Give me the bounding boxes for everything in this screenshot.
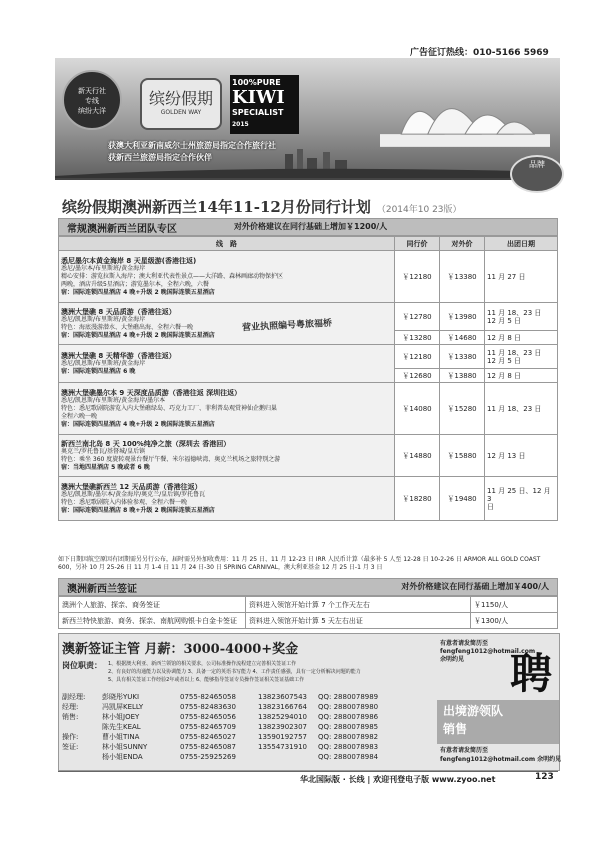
public-price: ￥14680 [440,331,485,345]
date: 12 月 13 日 [487,451,526,460]
tour-description [59,251,395,303]
main-title [62,196,462,217]
golden-way-logo [140,78,222,130]
resume-info-2 [440,746,561,764]
col-public-price: 对外价 [440,237,485,251]
contact-tel: 0755-82483630 [180,703,236,711]
public-price: ￥13380 [440,251,485,303]
table-row [59,345,558,369]
col-route: 线 路 [59,237,395,251]
visa-name: 澳洲个人旅游、探亲、商务签证 [59,597,246,613]
peer-price: ￥12780 [395,303,440,331]
tour-hotel: 宿：国际连锁四星酒店 4 晚+升级 2 晚国际连锁五星酒店 [61,331,215,339]
departure-dates [485,369,558,383]
tour-cities: 悉尼/凯恩斯/布里斯班/黄金海岸 [61,315,146,323]
resume-info [440,640,536,664]
table-row [59,435,558,477]
list-item [62,732,378,742]
contact-role: 签证: [62,743,79,751]
brand-seal: 品牌 [510,155,564,193]
resume-head: 有意者请发简历至 [440,747,489,754]
visa-name: 新西兰特快旅游、商务、探亲、南航网购银卡白金卡签证 [59,613,246,629]
public-price: ￥19480 [440,477,485,521]
contact-role: 副经理: [62,693,86,701]
tour-hotel: 宿：国际连锁四星酒店 4 晚+升级 2 晚国际连锁五星酒店 [61,288,215,296]
contact-qq: QQ: 2880078989 [318,693,379,701]
badge-line: 专线 [85,97,99,105]
visa-price: ￥1300/人 [471,613,558,629]
peer-price: ￥14880 [395,435,440,477]
leader-line: 销售 [443,722,468,736]
contact-name: 杨小姐ENDA [102,753,143,761]
list-item [62,722,378,732]
departure-dates [485,303,558,331]
tour-highlight: 特色：乘坐 360 度旋转观景台餐厅午餐、米尔福德峡湾、奥克兰机场之旅特别之游 [61,455,281,463]
departure-dates [485,251,558,303]
tour-hotel: 宿：国际连锁四星酒店 4 晚+升级 2 晚国际连锁五星酒店 [61,420,215,428]
recruit-title: 澳新签证主管 月薪：3000-4000+奖金 [62,642,299,657]
tour-highlight: 特色：悉尼歌剧院入内体验参观、全程六餐一晚 [61,498,188,506]
col-dates: 出团日期 [485,237,558,251]
tour-highlight: 特色：悉尼歌剧院游览入内大堡礁绿岛、巧克力工厂、菲利普岛观赏神仙企鹅归巢 [61,404,278,412]
date: 11 月 18、23 日 [487,404,542,413]
contact-tel: 0755-82465058 [180,693,236,701]
kiwi-specialist-logo [230,75,299,134]
contact-list [62,692,378,762]
date: 12 月 8 日 [487,333,522,342]
title-text: 缤纷假期澳洲新西兰14年11-12月份同行计划 [62,198,371,216]
departure-dates [485,345,558,369]
peer-price: ￥13280 [395,331,440,345]
public-price: ￥15280 [440,383,485,435]
leader-line: 出境游领队 [443,704,504,718]
contact-mobile: 13590192757 [258,733,307,741]
resume-email: fengfeng1012@hotmail.com 余明约见 [440,648,536,663]
tour-cities: 悉尼/凯恩斯/布里斯班/黄金海岸 [61,359,146,367]
contact-tel: 0755-25925269 [180,753,236,761]
tour-title: 悉尼墨尔本黄金海岸 8 天星级游(香港往返) [61,256,197,265]
section-visa-header [58,578,558,596]
tour-hotel: 宿：国际连锁四星酒店 8 晚+升级 2 晚国际连锁五星酒店 [61,506,215,514]
visa-price: ￥1150/人 [471,597,558,613]
table-row [59,477,558,521]
contact-qq: QQ: 2880078984 [318,753,379,761]
duty-item: 5、具有相关签证工作经验2年或者以上 6、能够指导签证专员操作签证相关签证基础工作 [108,677,305,683]
contact-qq: QQ: 2880078983 [318,743,379,751]
date: 日 [487,502,494,511]
version-text: （2014年10 23版） [376,205,462,215]
peer-price: ￥14080 [395,383,440,435]
departure-dates [485,383,558,435]
contact-role [62,752,102,762]
badge-line: 新天行社 [78,87,106,95]
contact-tel: 0755-82465056 [180,713,236,721]
contact-tel: 0755-82465027 [180,733,236,741]
contact-name: 陈先生KEAL [102,723,141,731]
date: 11 月 27 日 [487,272,526,281]
tour-highlight: 两晚，酒店升级5星酒店；游览墨尔本，全程六晚，六餐 [61,280,209,288]
footer-divider [58,771,558,772]
tour-highlight: 全程六晚一晚 [61,412,98,420]
resume-head: 有意者请发简历至 [440,640,489,647]
public-price: ￥13980 [440,303,485,331]
contact-name: 林小姐SUNNY [102,743,148,751]
table-row [59,597,558,613]
list-item [62,692,378,702]
contact-role: 经理: [62,703,79,711]
date: 12 月 8 日 [487,371,522,380]
agency-badge [62,70,122,130]
departure-dates [485,477,558,521]
tour-title: 澳洲大堡礁 8 天精华游（香港往返） [61,351,176,360]
visa-table [58,596,558,629]
date: 11 月 18、23 日 [487,348,542,357]
contact-mobile: 13825294010 [258,713,307,721]
resume-email: fengfeng1012@hotmail.com 余明约见 [440,756,562,763]
contact-qq: QQ: 2880078985 [318,723,379,731]
contact-name: 冯凯屏KELLY [102,703,144,711]
badge-line: 缤纷大洋 [78,107,106,115]
footer-text: 华北国际版 · 长线 | 欢迎刊登电子版 www.zyoo.net [300,775,496,784]
visa-desc: 资料进入领馆开始计算 5 天左右出证 [246,613,471,629]
date: 11 月 25 日、12 月 3 [487,486,551,503]
contact-role: 操作: [62,733,79,741]
kiwi-line: KIWI [232,87,285,108]
public-price: ￥15880 [440,435,485,477]
contact-name: 彭晓彤YUKI [102,693,140,701]
peer-price: ￥12680 [395,369,440,383]
tour-title: 澳洲大堡礁墨尔本 9 天深度品质游（香港往返 深圳往返） [61,388,242,397]
contact-mobile: 13823166764 [258,703,307,711]
table-header-row [59,237,558,251]
stamp-text: 营业执照编号粤旅福桥 [241,318,333,334]
contact-mobile: 13554731910 [258,743,307,751]
tour-title: 澳洲大堡礁 8 天品质游（香港往返） [61,307,176,316]
table-row [59,383,558,435]
visa-desc: 资料进入领馆开始计算 7 个工作天左右 [246,597,471,613]
tour-title: 澳洲大堡礁新西兰 12 天品质游（香港往返） [61,482,202,491]
duty-label: 岗位职责： [62,661,102,670]
section-tours-header [58,218,558,236]
tour-cities: 悉尼/凯恩斯/墨尔本/黄金海岸/奥克兰/皇后镇/罗托鲁瓦 [61,490,206,498]
date: 12 月 5 日 [487,316,522,325]
contact-tel: 0755-82465709 [180,723,236,731]
tour-highlight: 特色：海底漫游潜水、大堡礁出海、全程六餐一晚 [61,323,194,331]
date: 12 月 5 日 [487,356,522,365]
list-item [62,742,378,752]
duty-item: 1、根据澳大利亚、新西兰领馆的相关要求，公司标准操作流程建立完善相关签证工作 [108,661,297,667]
peer-price: ￥18280 [395,477,440,521]
kiwi-line: 2015 [232,121,249,128]
tour-leader-sales-box [437,700,559,744]
departure-dates [485,435,558,477]
page-number: 123 [535,772,554,782]
public-price: ￥13880 [440,369,485,383]
tours-table [58,236,558,521]
tour-description [59,435,395,477]
list-item [62,752,378,762]
list-item [62,702,378,712]
tour-description [59,383,395,435]
contact-name: 林小姐JOEY [102,713,140,721]
contact-mobile [258,752,318,762]
tour-highlight: 精心安排：游览拉斯入海岸；澳大利亚代表性景点——大洋路、森林画廊动物保护区 [61,272,284,280]
departure-dates [485,331,558,345]
tour-description [59,345,395,383]
duty-list [108,660,428,684]
public-price: ￥13380 [440,345,485,369]
section-title: 澳洲新西兰签证 [67,584,137,595]
section-note: 对外价格建议在同行基础上增加￥1200/人 [234,222,388,231]
contact-tel: 0755-82465087 [180,743,236,751]
col-peer-price: 同行价 [395,237,440,251]
tour-cities: 悉尼/墨尔本/布里斯班/黄金海岸 [61,264,146,272]
tour-description [59,477,395,521]
table-row [59,251,558,303]
kiwi-line: 100%PURE [232,78,281,87]
contact-name: 曹小姐TINA [102,733,140,741]
contact-qq: QQ: 2880078980 [318,703,379,711]
slogan-2: 获新西兰旅游局指定合作伙伴 [108,153,212,162]
recruit-big-char: 聘 [509,649,552,698]
contact-qq: QQ: 2880078982 [318,733,379,741]
logo-en: GOLDEN WAY [160,109,202,116]
logo-cn: 缤纷假期 [148,89,213,108]
section-title: 常规澳洲新西兰团队专区 [67,224,177,235]
ad-hotline: 广告征订热线：010-5166 5969 [410,48,549,58]
section-note: 对外价格建议在同行基础上增加￥400/人 [401,582,549,591]
contact-mobile: 13823902307 [258,723,307,731]
contact-role: 销售: [62,713,79,721]
tour-title: 新西兰南北岛 8 天 100%纯净之旅（深圳去 香港回） [61,439,231,448]
table-row [59,613,558,629]
tour-hotel: 宿：当地四星酒店 5 晚或者 6 晚 [61,463,150,471]
contact-role [62,722,102,732]
tour-cities: 悉尼/凯恩斯/布里斯班/黄金海岸/墨尔本 [61,396,166,404]
contact-qq: QQ: 2880078986 [318,713,379,721]
contact-mobile: 13823607543 [258,693,307,701]
sydney-opera-house-image [380,80,550,150]
footnote: 如下日期因航空原因有团期需另另行公布，届时需另外加收费用：11 月 25 日、11 月 12-23 日 IRR 人民币计算（最多补 5 人至 12-28 日 10-2-26 日 ARMOR ALL GOLD COAST 600，另补 10 月 25-26 日 11 月 1-4 日 11 月 24 日-30 日 SPRING CARNIVAL，澳大利亚基金 12 月 25 日-1 月 3 日 [58,556,541,571]
tour-description [59,303,395,345]
peer-price: ￥12180 [395,251,440,303]
duty-item: 2、有良好的沟通能力以及协调能力 3、具备一定的英语书写能力 4、工作责任感强，具有一定分析解决问题的能力 [108,669,361,675]
tour-cities: 奥克兰/罗托鲁瓦/基督城/皇后镇 [61,447,146,455]
list-item [62,712,378,722]
date: 11 月 18、23 日 [487,308,542,317]
slogan-1: 获澳大利亚新南威尔士州旅游局指定合作旅行社 [108,141,276,150]
tour-hotel: 宿：国际连锁四星酒店 6 晚 [61,367,136,375]
peer-price: ￥12180 [395,345,440,369]
kiwi-line: SPECIALIST [232,108,284,117]
